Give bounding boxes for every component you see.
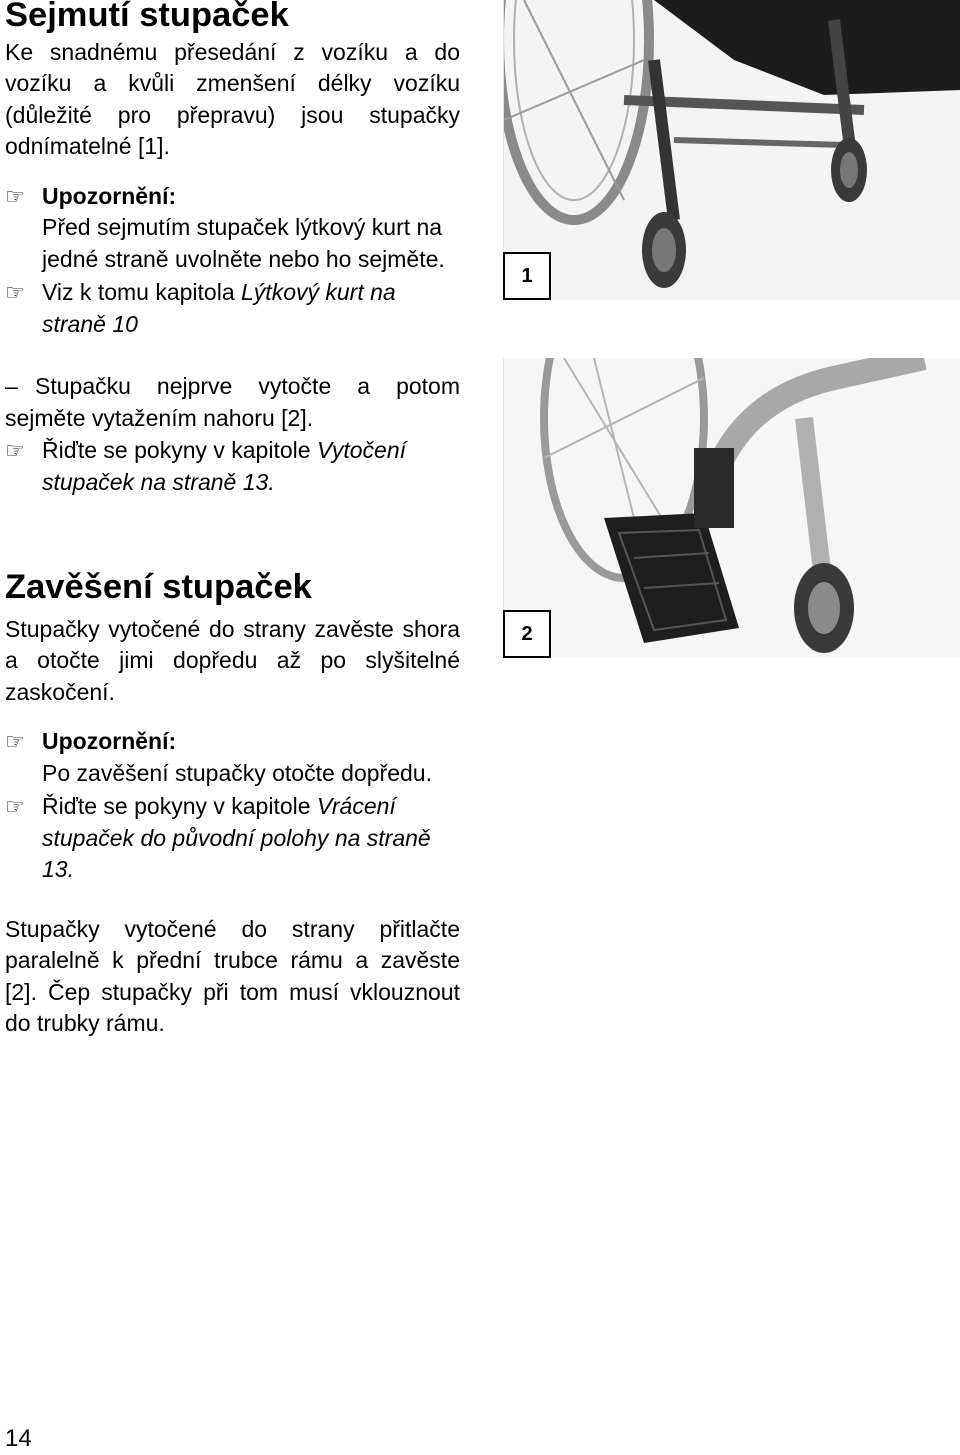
section-sejmuti	[5, 0, 460, 498]
figure-label: 1	[503, 252, 551, 300]
section-heading-sejmuti: Sejmutí stupaček	[5, 0, 289, 34]
note-text: Před sejmutím stupaček lýtkový kurt na jedné straně uvolněte nebo ho sejměte.	[42, 214, 445, 272]
section-intro-paragraph: Ke snadnému přesedání z vozíku a do vozíku a kvůli zmenšení délky vozíku (důležité pro přepravu) jsou stupačky odnímatelné [1].	[5, 38, 460, 159]
figure-1-photo	[503, 0, 960, 300]
note-prefix: Viz k tomu kapitola	[42, 279, 242, 305]
reference-note	[5, 277, 460, 340]
pointing-hand-icon: ☞	[5, 794, 25, 819]
note-title: Upozornění:	[42, 182, 177, 209]
section-intro-paragraph: Stupačky vytočené do strany zavěste shora a otočte jimi dopředu až po slyšitelné zaskočení.	[5, 615, 460, 705]
section-zaveseni	[5, 568, 460, 1040]
pointing-hand-icon: ☞	[5, 183, 25, 209]
note-prefix: Řiďte se pokyny v kapitole	[42, 437, 317, 463]
note-title: Upozornění:	[42, 728, 177, 754]
final-paragraph: Stupačky vytočené do strany přitlačte paralelně k přední trubce rámu a zavěste [2]. Čep stupačky při tom musí vklouznout do trubky rámu.	[5, 915, 460, 1036]
section-heading-zaveseni: Zavěšení stupaček	[5, 568, 312, 606]
warning-note	[5, 181, 460, 276]
figure-2-photo	[503, 358, 960, 658]
pointing-hand-icon: ☞	[5, 280, 25, 305]
wheelchair-image	[504, 0, 960, 300]
reference-note	[5, 791, 460, 886]
note-prefix: Řiďte se pokyny v kapitole	[42, 793, 317, 819]
footrest-image	[504, 358, 960, 658]
step-paragraph	[5, 371, 460, 434]
cross-reference: Vrácení stupaček do původní polohy na straně 13.	[42, 793, 431, 882]
warning-note	[5, 726, 460, 789]
page-number: 14	[5, 1425, 32, 1452]
pointing-hand-icon: ☞	[5, 438, 25, 463]
figure-label: 2	[503, 610, 551, 658]
dash-marker: –	[5, 373, 18, 399]
note-text: Po zavěšení stupačky otočte dopředu.	[42, 759, 432, 786]
pointing-hand-icon: ☞	[5, 729, 25, 754]
cross-reference: Lýtkový kurt na straně 10	[42, 279, 396, 337]
reference-note	[5, 435, 460, 498]
cross-reference: Vytočení stupaček na straně 13.	[42, 437, 407, 495]
step-text: Stupačku nejprve vytočte a potom sejměte vytažením nahoru [2].	[5, 373, 460, 431]
